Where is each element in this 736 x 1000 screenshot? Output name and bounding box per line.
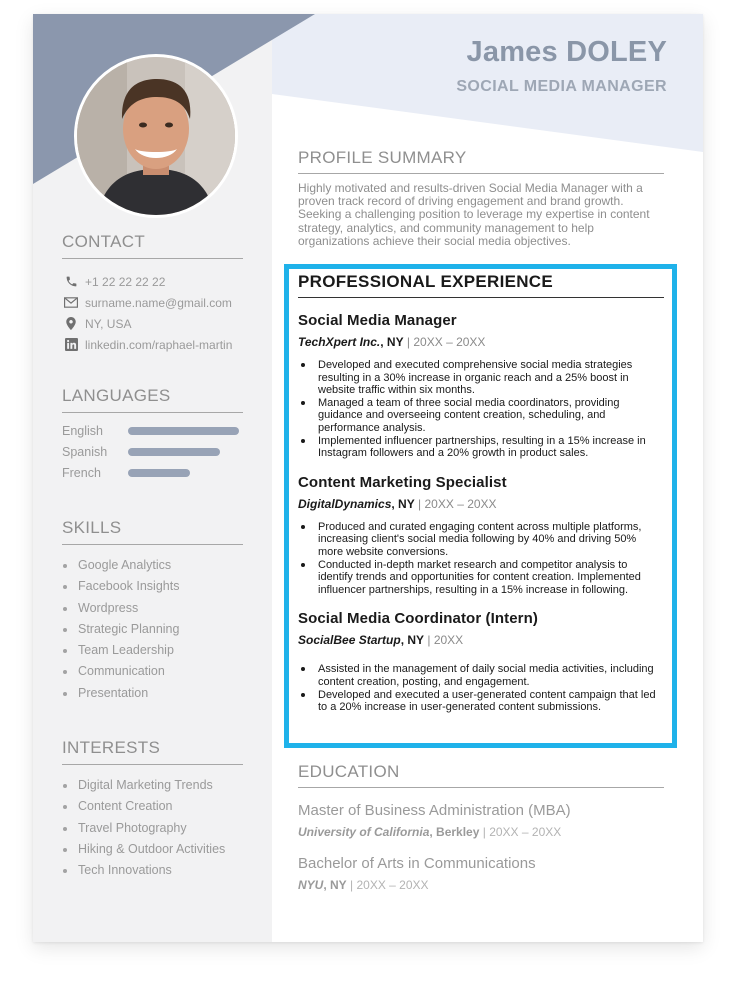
language-row <box>62 462 243 483</box>
job-title: Social Media Manager <box>298 312 457 329</box>
education-heading: EDUCATION <box>298 762 664 788</box>
job-title: Social Media Coordinator (Intern) <box>298 610 538 628</box>
education-degree: Bachelor of Arts in Communications <box>298 855 536 872</box>
job-bullet: Conducted in-depth market research and competitor analysis to identify trends and opportunities for content creation. Implemented influencer partnerships, resulting in a 15% increase in following. <box>298 559 664 597</box>
job-bullet: Assisted in the management of daily social media activities, including content creation, posting, and engagement. <box>298 663 664 688</box>
experience-section <box>298 272 664 714</box>
job-bullet: Implemented influencer partnerships, resulting in a 15% increase in Instagram followers and a 20% growth in product sales. <box>298 435 664 460</box>
job-location: , NY <box>380 335 404 349</box>
job-entry <box>298 312 664 460</box>
language-level-bar <box>128 448 220 456</box>
education-entry <box>298 802 664 839</box>
contact-list <box>62 271 243 355</box>
language-name: English <box>62 423 103 438</box>
contact-item <box>62 292 243 313</box>
job-location: , NY <box>400 633 425 648</box>
education-location: , Berkley <box>429 825 480 839</box>
job-company: TechXpert Inc. <box>298 335 381 349</box>
candidate-name: James DOLEY <box>466 36 667 68</box>
skills-section <box>62 518 243 704</box>
interests-list <box>62 775 243 881</box>
job-organization <box>298 633 664 647</box>
interests-heading: INTERESTS <box>62 738 243 765</box>
linkedin-icon <box>62 338 80 352</box>
interest-item: Travel Photography <box>62 818 243 839</box>
job-bullets <box>298 521 664 597</box>
contact-item <box>62 271 243 292</box>
education-school: NYU <box>298 878 324 892</box>
interest-item: Digital Marketing Trends <box>62 775 243 796</box>
job-bullet: Produced and curated engaging content across multiple platforms, increasing client's social media following by 40% and driving 50% more website conversions. <box>298 521 664 559</box>
education-degree: Master of Business Administration (MBA) <box>298 802 571 819</box>
skill-item: Strategic Planning <box>62 619 243 640</box>
experience-heading: PROFESSIONAL EXPERIENCE <box>298 272 664 298</box>
interest-item: Content Creation <box>62 796 243 817</box>
job-title: Content Marketing Specialist <box>298 473 507 491</box>
skills-list <box>62 555 243 704</box>
job-organization <box>298 335 664 349</box>
skill-item: Team Leadership <box>62 640 243 661</box>
job-bullets <box>298 663 664 713</box>
phone-icon <box>62 275 80 289</box>
skill-item: Google Analytics <box>62 555 243 576</box>
profile-summary-text: Highly motivated and results-driven Social Media Manager with a proven track record of driving engagement and brand growth. Seeking a challenging position to leverage my expertise in content strategy, analytics, and community management to help organizations achieve their social media objectives. <box>298 181 650 248</box>
language-level-bar <box>128 427 239 435</box>
location-pin-icon <box>62 317 80 331</box>
education-entry <box>298 855 664 892</box>
languages-heading: LANGUAGES <box>62 386 243 413</box>
interests-section <box>62 738 243 881</box>
language-name: French <box>62 465 101 480</box>
job-bullet: Developed and executed comprehensive social media strategies resulting in a 30% increase in organic reach and a 25% boost in website traffic within six months. <box>298 359 664 397</box>
job-location: , NY <box>391 496 415 511</box>
contact-section <box>62 232 243 355</box>
language-name: Spanish <box>62 444 108 459</box>
contact-phone: +1 22 22 22 22 <box>85 274 166 289</box>
contact-item <box>62 313 243 334</box>
skill-item: Wordpress <box>62 598 243 619</box>
education-section <box>298 762 664 892</box>
language-row <box>62 420 243 441</box>
experience-highlight-box <box>284 264 677 748</box>
skill-item: Facebook Insights <box>62 576 243 597</box>
education-organization <box>298 878 664 892</box>
job-bullet: Developed and executed a user-generated content campaign that led to a 20% increase in user-generated content submissions. <box>298 689 664 714</box>
job-entry <box>298 610 664 713</box>
education-dates: | 20XX – 20XX <box>346 878 429 892</box>
portrait-image <box>77 57 235 215</box>
skills-heading: SKILLS <box>62 518 243 545</box>
language-level-bar <box>128 469 190 477</box>
job-organization <box>298 497 664 511</box>
profile-photo <box>74 54 238 218</box>
contact-item <box>62 334 243 355</box>
interest-item: Tech Innovations <box>62 860 243 881</box>
language-row <box>62 441 243 462</box>
envelope-icon <box>62 296 80 310</box>
candidate-role: SOCIAL MEDIA MANAGER <box>456 78 667 95</box>
education-school: University of California <box>298 825 430 839</box>
contact-heading: CONTACT <box>62 232 243 259</box>
contact-location: NY, USA <box>85 316 132 331</box>
job-bullets <box>298 359 664 460</box>
job-bullet: Managed a team of three social media coordinators, providing guidance and overseeing content creation, scheduling, and performance analysis. <box>298 397 664 435</box>
education-location: , NY <box>323 878 347 892</box>
job-company: DigitalDynamics <box>298 496 392 511</box>
job-company: SocialBee Startup <box>298 633 401 648</box>
languages-list <box>62 420 243 483</box>
job-dates: | 20XX – 20XX <box>414 496 497 511</box>
education-organization <box>298 825 664 839</box>
languages-section <box>62 386 243 483</box>
contact-linkedin[interactable]: linkedin.com/raphael-martin <box>85 337 233 352</box>
education-dates: | 20XX – 20XX <box>479 825 562 839</box>
job-entry <box>298 474 664 597</box>
profile-summary-heading: PROFILE SUMMARY <box>298 148 664 174</box>
contact-email[interactable]: surname.name@gmail.com <box>85 295 232 310</box>
interest-item: Hiking & Outdoor Activities <box>62 839 243 860</box>
resume-page <box>33 14 703 942</box>
job-dates: | 20XX – 20XX <box>403 335 486 349</box>
profile-summary-section <box>298 148 664 248</box>
job-dates: | 20XX <box>424 633 464 648</box>
skill-item: Presentation <box>62 683 243 704</box>
skill-item: Communication <box>62 661 243 682</box>
